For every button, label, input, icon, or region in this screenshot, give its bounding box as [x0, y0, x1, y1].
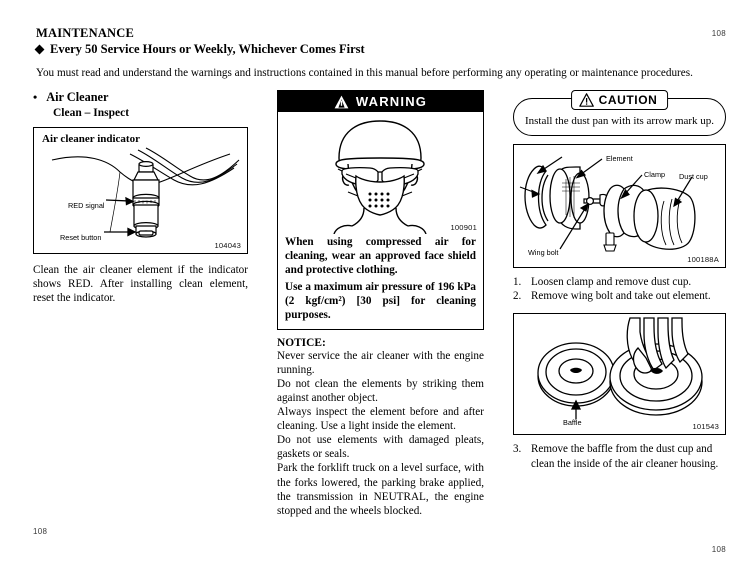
notice-item: Always inspect the element before and after cleaning. Use a light inside the element.: [277, 406, 484, 433]
air-cleaner-heading-label: Air Cleaner: [46, 90, 109, 104]
list-item: [513, 442, 726, 470]
list-item: [513, 289, 726, 303]
intro-paragraph: You must read and understand the warnings and instructions contained in this manual before performing any operating or maintenance procedures.: [36, 67, 693, 79]
figure-label-red-signal: RED signal: [68, 201, 105, 210]
warning-paragraph-1: When using compressed air for cleaning, wear an approved face shield and protective clothing.: [285, 236, 476, 276]
step-text: Loosen clamp and remove dust cup.: [531, 276, 692, 288]
figure-title: Air cleaner indicator: [42, 133, 140, 145]
round-bullet-icon: •: [33, 90, 38, 104]
warning-illustration-area: [278, 112, 483, 234]
page-number-bottom-right: 108: [711, 545, 726, 554]
page-number-top-right: 108: [711, 29, 726, 38]
notice-item: Park the forklift truck on a level surface, with the forks lowered, the parking brake applied, the transmission in NEUTRAL, the engine stopped and the wheels blocked.: [277, 462, 484, 517]
caution-header: [571, 90, 669, 110]
figure-label-baffle: Baffle: [563, 418, 582, 428]
page-number-bottom-left: 108: [33, 527, 48, 536]
notice-item: Do not clean the elements by striking them against another object.: [277, 377, 484, 404]
air-cleaner-heading: [33, 90, 248, 105]
section-heading-label: Every 50 Service Hours or Weekly, Whichever Comes First: [50, 42, 365, 56]
air-cleaner-subheading: Clean – Inspect: [53, 107, 130, 119]
warning-figure-id: 100901: [450, 223, 477, 232]
caution-label: CAUTION: [598, 93, 658, 107]
air-cleaner-body-text: Clean the air cleaner element if the indicator shows RED. After installing clean element, reset the indicator.: [33, 264, 248, 305]
warning-paragraph-2: Use a maximum air pressure of 196 kPa (2 kgf/cm²) [30 psi] for cleaning purposes.: [285, 281, 476, 321]
diamond-bullet-icon: [35, 45, 45, 55]
caution-triangle-icon: [579, 93, 594, 107]
left-column: [33, 90, 248, 305]
figure-label-element: Element: [606, 154, 633, 163]
figure-id: 100188A: [687, 255, 719, 264]
warning-label: WARNING: [355, 94, 428, 109]
face-shield-illustration: [278, 112, 483, 234]
figure-label-reset-button: Reset button: [60, 233, 102, 242]
right-column: [513, 90, 726, 471]
notice-body: [277, 349, 484, 518]
step-text: Remove wing bolt and take out element.: [531, 290, 711, 303]
notice-heading: NOTICE:: [277, 336, 326, 349]
figure-label-dust-cup: Dust cup: [679, 172, 708, 181]
figure-label-wing-bolt: Wing bolt: [528, 248, 559, 257]
caution-box: [513, 90, 726, 136]
step-text: Remove the baffle from the dust cup and clean the inside of the air cleaner housing.: [531, 443, 719, 470]
warning-triangle-icon: [334, 95, 349, 109]
baffle-figure: [513, 313, 726, 435]
step-number: 1.: [513, 276, 522, 288]
air-cleaner-exploded-figure: [513, 144, 726, 268]
figure-label-clamp: Clamp: [644, 170, 666, 179]
warning-header: [278, 91, 483, 112]
figure-id: 101543: [692, 422, 719, 432]
steps-list-1: [513, 275, 726, 303]
figure-id: 104043: [214, 241, 241, 250]
list-item: [513, 275, 726, 289]
warning-text: [278, 234, 483, 329]
baffle-drawing: [514, 314, 725, 434]
section-heading: [36, 42, 365, 57]
page-title: MAINTENANCE: [36, 26, 135, 40]
step-number: 3.: [513, 443, 522, 456]
middle-column: [277, 90, 484, 518]
air-cleaner-indicator-figure: [33, 127, 248, 254]
steps-list-2: [513, 442, 726, 470]
warning-box: [277, 90, 484, 330]
step-number: 2.: [513, 290, 522, 303]
caution-message: Install the dust pan with its arrow mark up.: [524, 115, 715, 127]
notice-item: Never service the air cleaner with the engine running.: [277, 349, 484, 376]
notice-item: Do not use elements with damaged pleats, gaskets or seals.: [277, 434, 484, 461]
